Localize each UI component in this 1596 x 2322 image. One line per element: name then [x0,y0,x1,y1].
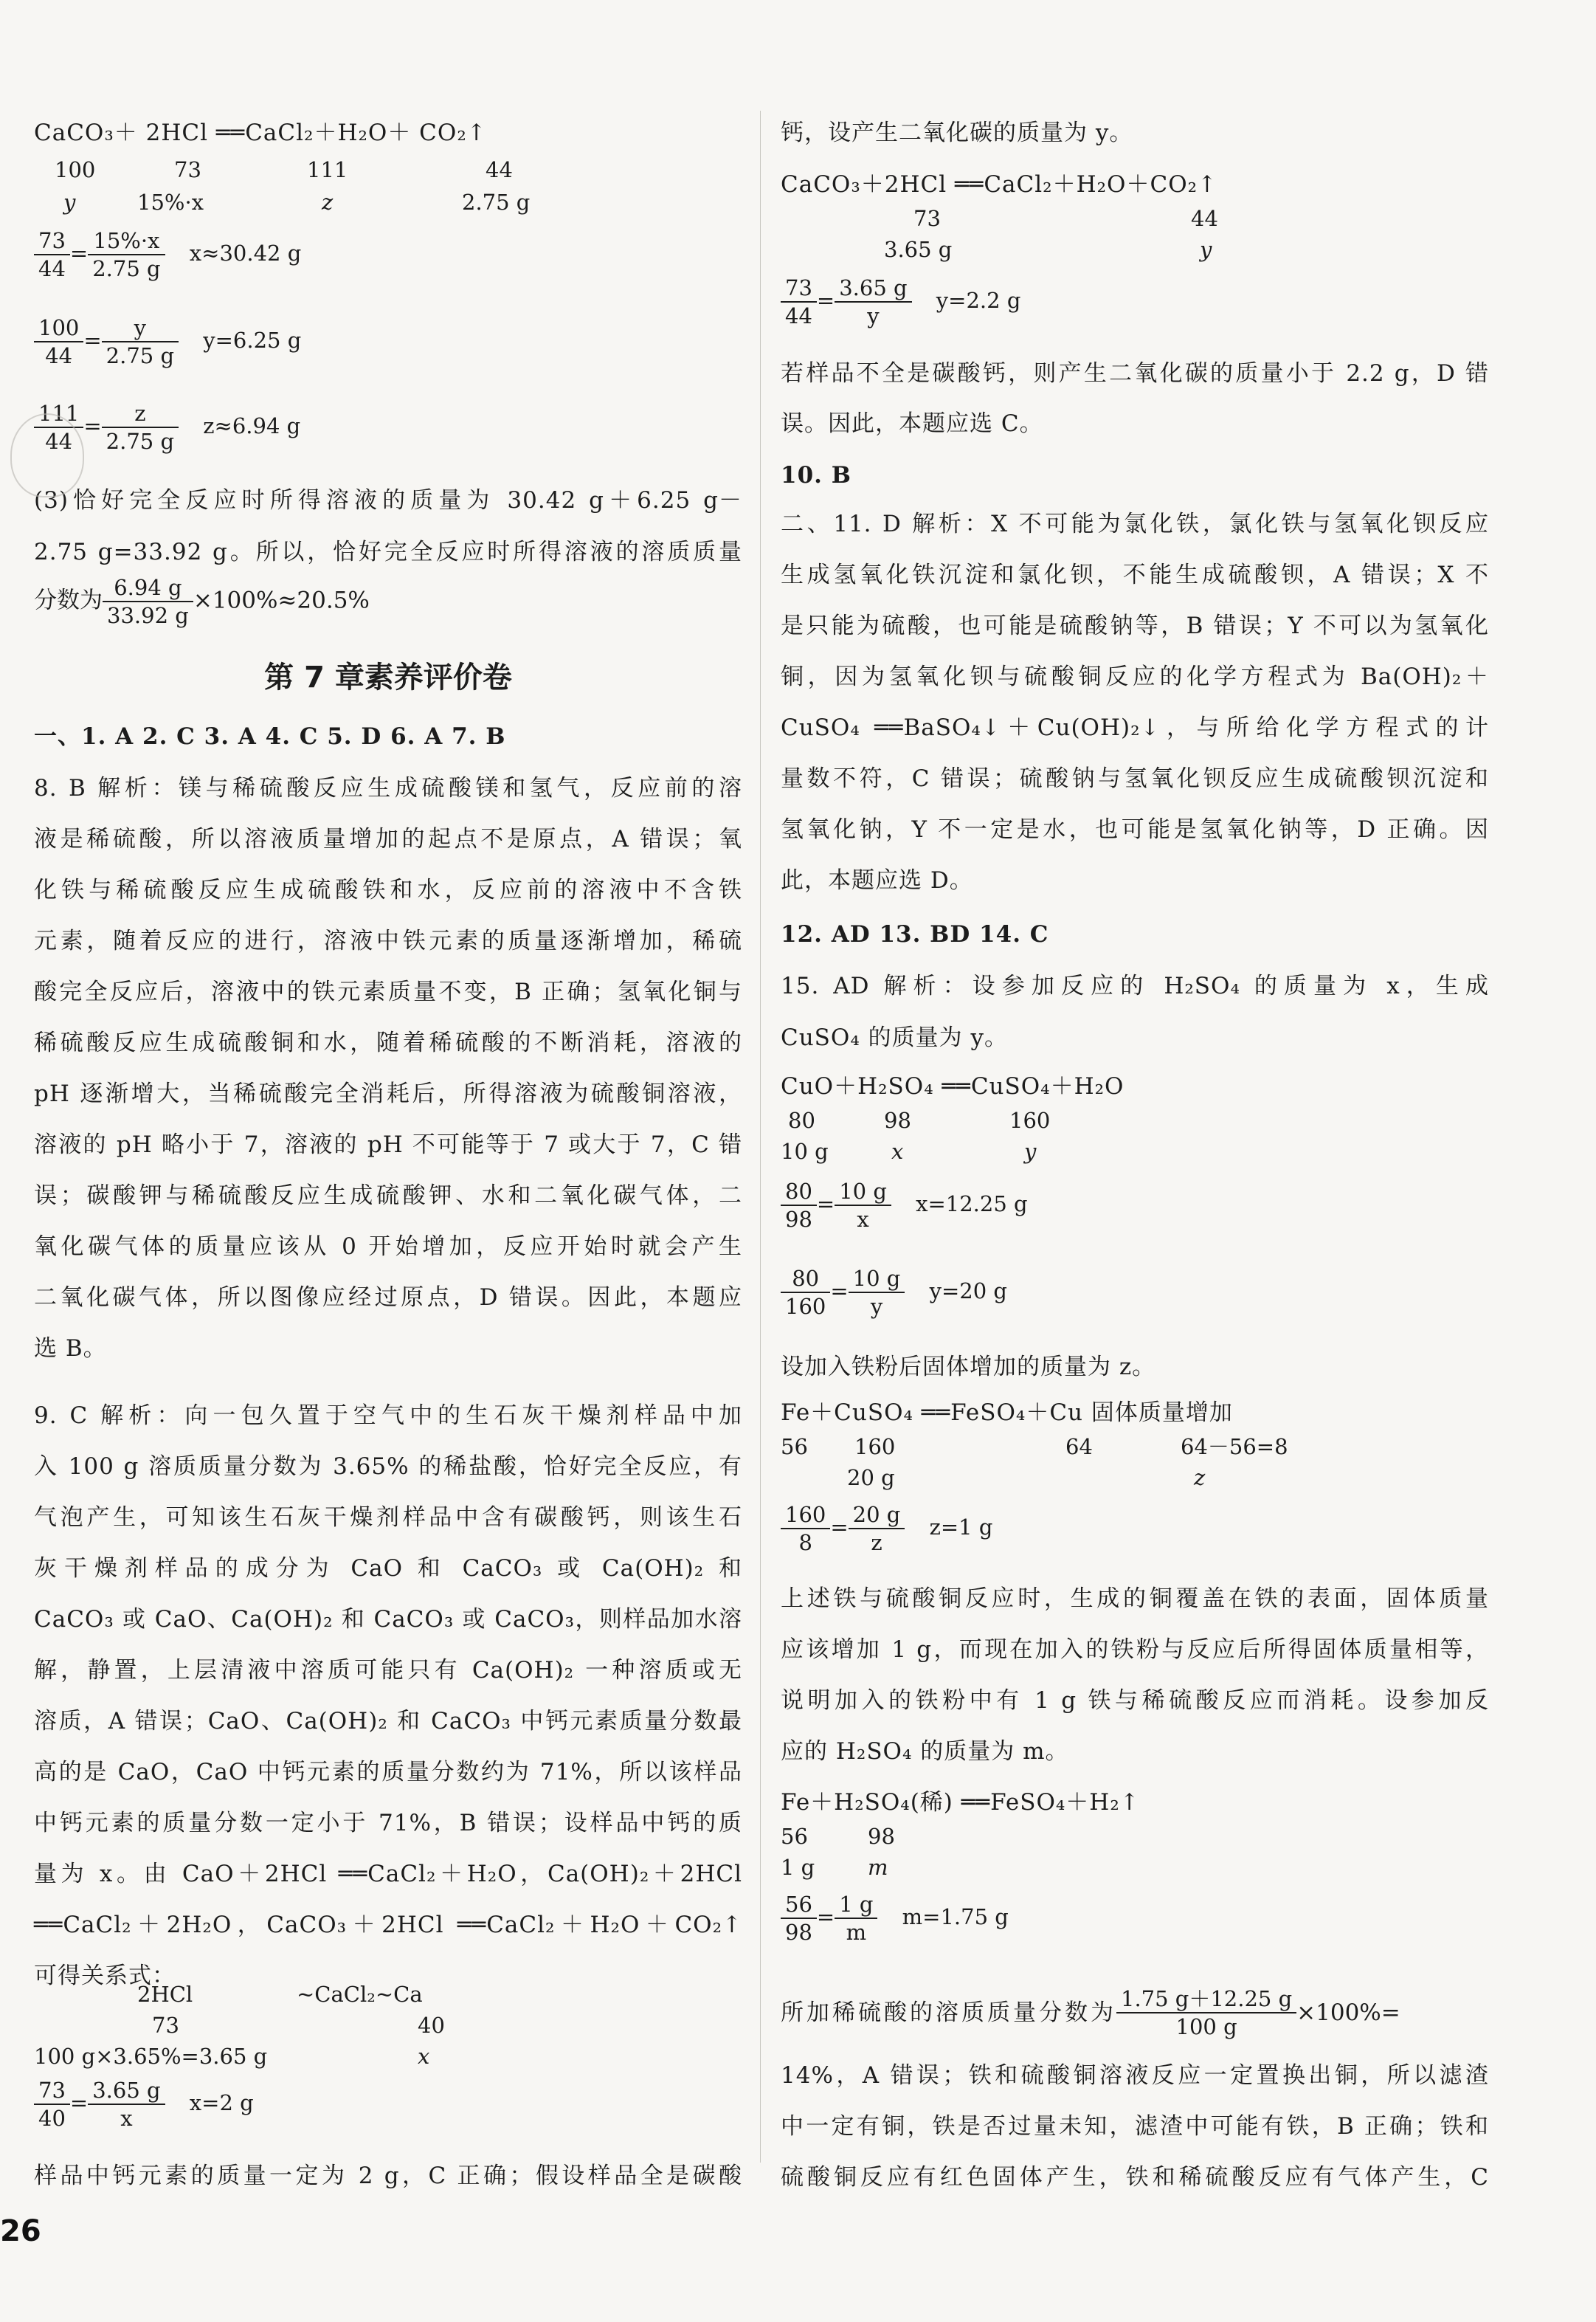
given-mass: 3.65 g [884,237,953,262]
text-line: 中钙元素的质量分数一定小于 71%，B 错误；设样品中钙的质 [34,1810,742,1836]
text-line: 入 100 g 溶质质量分数为 3.65% 的稀盐酸，恰好完全反应，有 [34,1453,742,1480]
ratio-equation: $\frac{56}{98}$ = $\frac{1 g}{m}$ m=1.75 g [781,1891,1009,1946]
molar-mass: 73 [913,206,941,231]
molar-mass: 160 [1009,1108,1051,1133]
unknown-mass: 15%·x [137,190,204,215]
text-line: 灰干燥剂样品的成分为 CaO 和 CaCO₃ 或 Ca(OH)₂ 和 [34,1555,742,1582]
text-line: 是只能为硫酸，也可能是硫酸钠等，B 错误；Y 不可以为氢氧化 [781,613,1489,639]
text-line: 若样品不全是碳酸钙，则产生二氧化碳的质量小于 2.2 g，D 错 [781,360,1489,387]
text-line: CuSO₄ ══BaSO₄↓＋Cu(OH)₂↓，与所给化学方程式的计 [781,714,1489,741]
text-line: 应该增加 1 g，而现在加入的铁粉与反应后所得固体质量相等， [781,1636,1489,1663]
seal-stamp [10,413,84,497]
molar-mass: 44 [486,157,513,182]
text-line: 设加入铁粉后固体增加的质量为 z。 [781,1354,1156,1380]
molar-mass: 56 [781,1434,808,1459]
ratio-equation: $\frac{80}{98}$ = $\frac{10 g}{x}$ x=12.25 g [781,1178,1028,1233]
ratio-equation: $\frac{111}{44}$ = $\frac{z}{2.75 g}$ z≈6.94 g [34,400,300,455]
unknown-mass: y [63,190,76,215]
molar-mass: 40 [418,2013,445,2038]
text-line: 2.75 g=33.92 g。所以，恰好完全反应时所得溶液的溶质质量 [34,539,742,565]
text-line: 氧化碳气体的质量应该从 0 开始增加，反应开始时就会产生 [34,1233,742,1260]
text-line: 二氧化碳气体，所以图像应经过原点，D 错误。因此，本题应 [34,1284,742,1311]
ratio-equation: $\frac{73}{44}$ = $\frac{15\%\cdot x}{2.75 g}$ x≈30.42 g [34,227,301,282]
relation-value: 100 g×3.65%=3.65 g [34,2044,268,2069]
text-line: 量数不符，C 错误；硫酸钠与氢氧化钡反应生成硫酸钡沉淀和 [781,765,1489,792]
molar-mass: 100 [55,157,96,182]
answer-line: 一、1. A 2. C 3. A 4. C 5. D 6. A 7. B [34,723,506,750]
given-mass: 20 g [847,1465,895,1490]
text-line: 化铁与稀硫酸反应生成硫酸铁和水，反应前的溶液中不含铁 [34,877,742,903]
text-line: 溶液的 pH 略小于 7，溶液的 pH 不可能等于 7 或大于 7，C 错 [34,1131,742,1158]
unknown-mass: 2.75 g [462,190,531,215]
text-line: ══CaCl₂＋2H₂O，CaCO₃＋2HCl ══CaCl₂＋H₂O＋CO₂↑ [34,1912,742,1938]
text-line: 二、11. D 解析：X 不可能为氯化铁，氯化铁与氢氧化钡反应 [781,511,1489,537]
molar-mass: 73 [174,157,201,182]
text-line: 氢氧化钠，Y 不一定是水，也可能是氢氧化钠等，D 正确。因 [781,816,1489,843]
text-line: 选 B。 [34,1335,107,1362]
text-line: 上述铁与硫酸铜反应时，生成的铜覆盖在铁的表面，固体质量 [781,1585,1489,1612]
mass-increase: 64－56=8 [1181,1434,1288,1459]
text-line: 可得关系式： [34,1963,176,1989]
equation-line: Fe＋H₂SO₄(稀) ══FeSO₄＋H₂↑ [781,1789,1140,1816]
chapter-heading: 第 7 章素养评价卷 [264,661,512,695]
molar-mass: 56 [781,1824,808,1849]
page-number: 26 [0,2214,41,2248]
unknown-mass: y [1024,1139,1037,1164]
text-line: 量为 x。由 CaO＋2HCl ══CaCl₂＋H₂O，Ca(OH)₂＋2HCl [34,1861,742,1887]
text-line: 稀硫酸反应生成硫酸铜和水，随着稀硫酸的不断消耗，溶液的 [34,1030,742,1056]
text-line: 元素，随着反应的进行，溶液中铁元素的质量逐渐增加，稀硫 [34,928,742,954]
equation-line: CaCO₃＋ 2HCl ══CaCl₂＋H₂O＋ CO₂↑ [34,120,487,146]
text-line: 9. C 解析：向一包久置于空气中的生石灰干燥剂样品中加 [34,1402,742,1429]
text-line: 解，静置，上层清液中溶质可能只有 Ca(OH)₂ 一种溶质或无 [34,1657,742,1684]
relation-value: x [418,2044,430,2069]
text-line: 钙，设产生二氧化碳的质量为 y。 [781,120,1133,146]
text-line: 高的是 CaO，CaO 中钙元素的质量分数约为 71%，所以该样品 [34,1759,742,1785]
ratio-equation: $\frac{73}{40}$ = $\frac{3.65 g}{x}$ x=2 g [34,2077,254,2132]
text-line: 中一定有铜，铁是否过量未知，滤渣中可能有铁，B 正确；铁和 [781,2113,1489,2140]
text-line: CaCO₃ 或 CaO、Ca(OH)₂ 和 CaCO₃ 或 CaCO₃，则样品加水溶 [34,1606,742,1633]
molar-mass: 98 [884,1108,911,1133]
text-line: 应的 H₂SO₄ 的质量为 m。 [781,1738,1069,1765]
answer-line: 10. B [781,462,851,489]
text-line: (3)恰好完全反应时所得溶液的质量为 30.42 g＋6.25 g－ [34,487,742,514]
text-line: 此，本题应选 D。 [781,867,973,894]
text-line: 误；碳酸钾与稀硫酸反应生成硫酸钾、水和二氧化碳气体，二 [34,1182,742,1209]
molar-mass: 111 [307,157,348,182]
relation-term: ~CaCl₂~Ca [297,1982,423,2007]
ratio-equation: $\frac{73}{44}$ = $\frac{3.65 g}{y}$ y=2.2 g [781,275,1020,329]
ratio-equation: $\frac{80}{160}$ = $\frac{10 g}{y}$ y=20 g [781,1265,1007,1320]
equation-line: CuO＋H₂SO₄ ══CuSO₄＋H₂O [781,1073,1125,1100]
text-line: 生成氢氧化铁沉淀和氯化钡，不能生成硫酸钡，A 错误；X 不 [781,562,1489,588]
text-line: 气泡产生，可知该生石灰干燥剂样品中含有碳酸钙，则该生石 [34,1504,742,1531]
text-line: 硫酸铜反应有红色固体产生，铁和稀硫酸反应有气体产生，C [781,2164,1489,2191]
unknown-mass: z [322,190,334,215]
molar-mass: 98 [868,1824,895,1849]
text-line: 酸完全反应后，溶液中的铁元素质量不变，B 正确；氢氧化铜与 [34,979,742,1005]
text-line: pH 逐渐增大，当稀硫酸完全消耗后，所得溶液为硫酸铜溶液， [34,1081,742,1107]
unknown-mass: z [1194,1465,1206,1490]
molar-mass: 44 [1191,206,1218,231]
text-line: 15. AD 解析：设参加反应的 H₂SO₄ 的质量为 x，生成 [781,973,1489,999]
text-line: 液是稀硫酸，所以溶液质量增加的起点不是原点，A 错误；氧 [34,826,742,852]
unknown-mass: y [1200,237,1212,262]
text-line: 样品中钙元素的质量一定为 2 g，C 正确；假设样品全是碳酸 [34,2163,742,2189]
equation-line: Fe＋CuSO₄ ══FeSO₄＋Cu 固体质量增加 [781,1399,1233,1426]
molar-mass: 64 [1065,1434,1093,1459]
text-line: 铜，因为氢氧化钡与硫酸铜反应的化学方程式为 Ba(OH)₂＋ [781,664,1489,690]
molar-mass: 73 [152,2013,179,2038]
ratio-equation: $\frac{160}{8}$ = $\frac{20 g}{z}$ z=1 g [781,1501,992,1556]
text-line: 溶质，A 错误；CaO、Ca(OH)₂ 和 CaCO₃ 中钙元素质量分数最 [34,1708,742,1734]
unknown-mass: m [868,1855,888,1880]
relation-term: 2HCl [137,1982,193,2007]
text-line: 14%，A 错误；铁和硫酸铜溶液反应一定置换出铜，所以滤渣 [781,2062,1489,2089]
column-divider [760,111,761,2163]
text-line: 误。因此，本题应选 C。 [781,410,1043,437]
text-line: 说明加入的铁粉中有 1 g 铁与稀硫酸反应而消耗。设参加反 [781,1687,1489,1714]
molar-mass: 80 [788,1108,815,1133]
equation-line: CaCO₃＋2HCl ══CaCl₂＋H₂O＋CO₂↑ [781,171,1218,198]
ratio-equation: $\frac{100}{44}$ = $\frac{y}{2.75 g}$ y=6.25 g [34,314,301,369]
molar-mass: 160 [854,1434,896,1459]
given-mass: 1 g [781,1855,815,1880]
text-line: 8. B 解析：镁与稀硫酸反应生成硫酸镁和氢气，反应前的溶 [34,775,742,802]
fraction-line: 所加稀硫酸的溶质质量分数为 $\frac{1.75 g+12.25 g}{100 g}$ ×100%= [781,1986,1400,2039]
given-mass: 10 g [781,1139,829,1164]
fraction-line: 分数为 $\frac{6.94 g}{33.92 g}$ ×100%≈20.5% [34,575,370,628]
answer-line: 12. AD 13. BD 14. C [781,921,1049,948]
unknown-mass: x [891,1139,904,1164]
text-line: CuSO₄ 的质量为 y。 [781,1024,1008,1051]
